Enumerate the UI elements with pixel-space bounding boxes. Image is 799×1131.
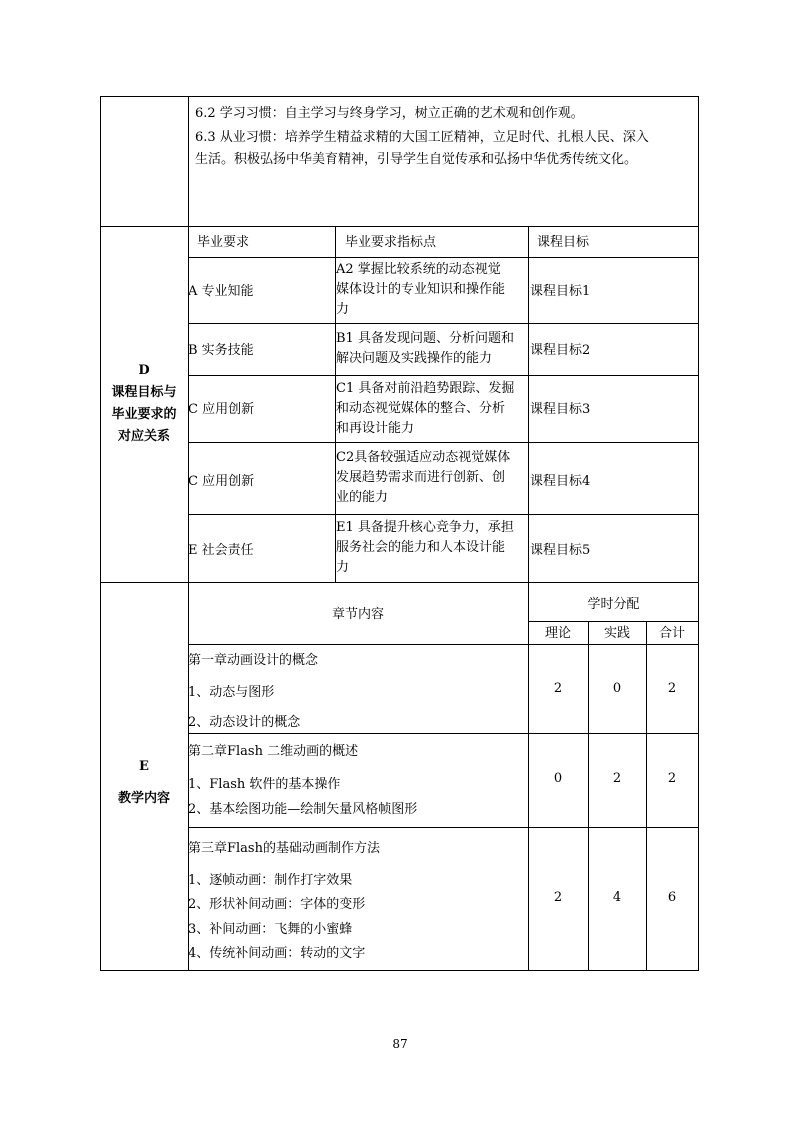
requirement-cell: C 应用创新 xyxy=(188,474,255,489)
habit-line: 6.2 学习习惯：自主学习与终身学习，树立正确的艺术观和创作观。 xyxy=(195,106,584,121)
column-header: 课程目标 xyxy=(537,235,590,250)
chapter-item: 1、逐帧动画：制作打字效果 xyxy=(188,873,353,888)
chapter-item: 1、Flash 软件的基本操作 xyxy=(188,777,341,792)
chapter-item: 3、补间动画：飞舞的小蜜蜂 xyxy=(188,922,353,937)
total-hours: 2 xyxy=(667,771,677,786)
table-border xyxy=(100,226,699,227)
habit-line: 6.3 从业习惯：培养学生精益求精的大国工匠精神，立足时代、扎根人民、深入 xyxy=(195,130,649,145)
section-e-label: 教学内容 xyxy=(117,791,170,806)
indicator-cell: E1 具备提升核心竞争力，承担 服务社会的能力和人本设计能 力 xyxy=(336,520,514,575)
hours-allocation-header: 学时分配 xyxy=(587,597,640,612)
indicator-cell: B1 具备发现问题、分析问题和 解决问题及实践操作的能力 xyxy=(336,331,514,366)
indicator-cell: A2 掌握比较系统的动态视觉 媒体设计的专业知识和操作能 力 xyxy=(336,262,506,317)
chapter-item: 1、动态与图形 xyxy=(188,685,275,700)
goal-cell: 课程目标4 xyxy=(530,474,591,489)
page-number: 87 xyxy=(392,1037,408,1051)
requirement-cell: E 社会责任 xyxy=(188,543,254,558)
table-border xyxy=(188,442,699,443)
table-border xyxy=(698,96,699,971)
indicator-cell: C2具备较强适应动态视觉媒体 发展趋势需求而进行创新、创 业的能力 xyxy=(336,450,511,505)
table-border xyxy=(100,96,699,97)
chapter-title: 第二章Flash 二维动画的概述 xyxy=(188,744,359,759)
chapter-title: 第一章动画设计的概念 xyxy=(188,653,319,668)
table-border xyxy=(100,582,699,583)
table-border xyxy=(100,970,699,971)
theory-header: 理论 xyxy=(544,626,571,641)
requirement-cell: B 实务技能 xyxy=(188,343,254,358)
table-border xyxy=(188,323,699,324)
total-header: 合计 xyxy=(658,626,685,641)
goal-cell: 课程目标5 xyxy=(530,543,591,558)
total-hours: 2 xyxy=(667,681,677,696)
theory-hours: 2 xyxy=(553,890,563,905)
practice-hours: 2 xyxy=(612,771,622,786)
table-border xyxy=(646,621,647,971)
practice-header: 实践 xyxy=(603,626,630,641)
chapter-item: 2、基本绘图功能—绘制矢量风格帧图形 xyxy=(188,802,418,817)
table-border xyxy=(188,375,699,376)
section-d-label: 课程目标与 xyxy=(111,385,177,400)
table-border xyxy=(188,257,699,258)
habit-line: 生活。积极弘扬中华美育精神，引导学生自觉传承和弘扬中华优秀传统文化。 xyxy=(195,152,638,167)
table-border xyxy=(588,621,589,971)
section-d-letter: D xyxy=(138,363,150,378)
table-border xyxy=(188,514,699,515)
goal-cell: 课程目标1 xyxy=(530,284,591,299)
table-border xyxy=(188,827,699,828)
theory-hours: 0 xyxy=(553,771,563,786)
practice-hours: 4 xyxy=(612,890,622,905)
chapter-item: 4、传统补间动画：转动的文字 xyxy=(188,946,366,961)
table-border xyxy=(528,621,699,622)
section-e-letter: E xyxy=(139,759,149,774)
column-header: 毕业要求指标点 xyxy=(345,235,437,250)
section-d-label: 对应关系 xyxy=(117,429,170,444)
section-d-label: 毕业要求的 xyxy=(111,407,177,422)
chapter-title: 第三章Flash的基础动画制作方法 xyxy=(188,841,380,856)
practice-hours: 0 xyxy=(612,681,622,696)
goal-cell: 课程目标3 xyxy=(530,402,591,417)
column-header: 毕业要求 xyxy=(197,235,250,250)
requirement-cell: A 专业知能 xyxy=(188,284,254,299)
requirement-cell: C 应用创新 xyxy=(188,402,255,417)
indicator-cell: C1 具备对前沿趋势跟踪、发掘 和动态视觉媒体的整合、分析 和再设计能力 xyxy=(336,381,515,436)
goal-cell: 课程目标2 xyxy=(530,343,591,358)
table-border xyxy=(188,733,699,734)
chapter-item: 2、形状补间动画：字体的变形 xyxy=(188,897,366,912)
chapter-item: 2、动态设计的概念 xyxy=(188,715,301,730)
table-border xyxy=(188,644,699,645)
total-hours: 6 xyxy=(667,890,677,905)
theory-hours: 2 xyxy=(553,681,563,696)
table-border xyxy=(100,96,101,971)
chapter-content-header: 章节内容 xyxy=(331,607,384,622)
